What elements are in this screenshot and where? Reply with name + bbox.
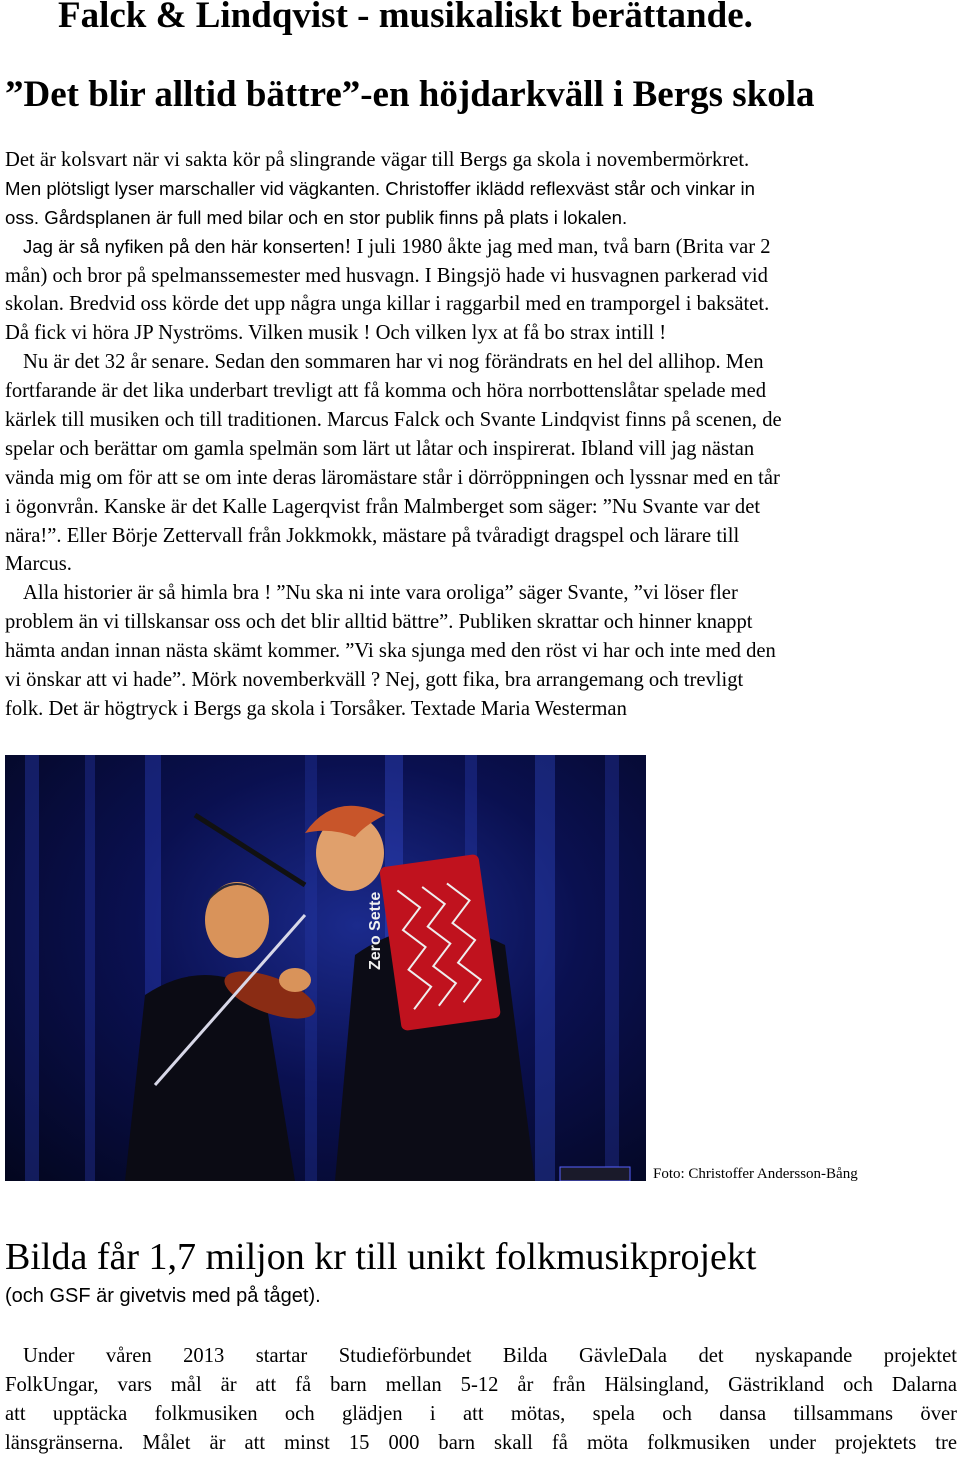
body-line-part: ! I juli 1980 åkte jag med man, två barn (Brita var 2 bbox=[344, 235, 771, 258]
article-body bbox=[5, 146, 957, 724]
article2-body bbox=[5, 1342, 957, 1458]
body-line-part: Jag är så nyfiken på den här konserten bbox=[23, 235, 345, 257]
body-line: Under våren 2013 startar Studieförbundet Bilda GävleDala det nyskapande projektet bbox=[23, 1345, 957, 1367]
article-subtitle: ”Det blir alltid bättre”-en höjdarkväll i Bergs skola bbox=[5, 74, 815, 115]
body-line: Men plötsligt lyser marschaller vid vägkanten. Christoffer iklädd reflexväst står och vinkar in bbox=[5, 177, 755, 199]
body-line: folk. Det är högtryck i Bergs ga skola i Torsåker. Textade Maria Westerman bbox=[5, 697, 627, 720]
body-line: mån) och bror på spelmanssemester med husvagn. I Bingsjö hade vi husvagnen parkerad vid bbox=[5, 264, 768, 287]
body-line: Det är kolsvart när vi sakta kör på slingrande vägar till Bergs ga skola i novembermörkret. bbox=[5, 149, 750, 171]
body-line: spelar och berättar om gamla spelmän som lärt ut låtar och inspirerat. Ibland vill jag nästan bbox=[5, 437, 755, 460]
article2-subtitle: (och GSF är givetvis med på tåget). bbox=[5, 1285, 321, 1307]
body-line: vi önskar att vi hade”. Mörk novemberkväll ? Nej, gott fika, bra arrangemang och trevligt bbox=[5, 669, 744, 692]
body-line: Nu är det 32 år senare. Sedan den sommaren har vi nog förändrats en hel del allihop. Men bbox=[23, 351, 764, 374]
body-line: kärlek till musiken och till traditionen. Marcus Falck och Svante Lindqvist finns på scenen, de bbox=[5, 409, 782, 432]
concert-photo bbox=[5, 755, 646, 1181]
body-line: Marcus. bbox=[5, 553, 72, 576]
body-line: i ögonvrån. Kanske är det Kalle Lagerqvist från Malmberget som säger: ”Nu Svante var det bbox=[5, 495, 761, 518]
body-line: skolan. Bredvid oss körde det upp några unga killar i raggarbil med en tramporgel i baksätet. bbox=[5, 293, 770, 316]
mic-stand bbox=[195, 815, 305, 885]
body-line: länsgränserna. Målet är att minst 15 000 barn skall få möta folkmusiken under projektets tre bbox=[5, 1432, 957, 1454]
accordionist bbox=[305, 806, 535, 1181]
body-line: hämta andan innan nästa skämt kommer. ”Vi ska sjunga med den röst vi har och inte med den bbox=[5, 640, 776, 663]
body-line bbox=[5, 233, 957, 262]
concert-photo-illustration bbox=[5, 755, 646, 1181]
body-line: vända mig om för att se om inte deras läromästare står i dörröppningen och lyssnar med en tår bbox=[5, 466, 780, 489]
body-line: FolkUngar, vars mål är att få barn mellan 5-12 år från Hälsingland, Gästrikland och Dalarna bbox=[5, 1374, 957, 1396]
body-line: oss. Gårdsplanen är full med bilar och en stor publik finns på plats i lokalen. bbox=[5, 206, 628, 228]
body-line: nära!”. Eller Börje Zettervall från Jokkmokk, mästare på tvåradigt dragspel och lärare till bbox=[5, 524, 740, 547]
body-line: problem än vi tillskansar oss och det blir alltid bättre”. Publiken skrattar och hinner knappt bbox=[5, 611, 753, 634]
body-line: Då fick vi höra JP Nyströms. Vilken musik ! Och vilken lyx at få bo strax intill ! bbox=[5, 322, 667, 345]
article2-title: Bilda får 1,7 miljon kr till unikt folkmusikprojekt bbox=[5, 1236, 757, 1278]
accordion-label: Zero Sette bbox=[367, 891, 384, 970]
body-line: fortfarande är det lika underbart trevligt att få komma och höra norrbottenslåtar spelade med bbox=[5, 380, 767, 403]
body-line: Alla historier är så himla bra ! ”Nu ska ni inte vara oroliga” säger Svante, ”vi löser fler bbox=[23, 582, 738, 605]
article-title: Falck & Lindqvist - musikaliskt berättande. bbox=[58, 0, 753, 36]
body-line: att upptäcka folkmusiken och glädjen i att mötas, spela och dansa tillsammans över bbox=[5, 1403, 957, 1425]
photo-credit: Foto: Christoffer Andersson-Bång bbox=[653, 1166, 858, 1182]
amplifier bbox=[560, 1167, 630, 1181]
